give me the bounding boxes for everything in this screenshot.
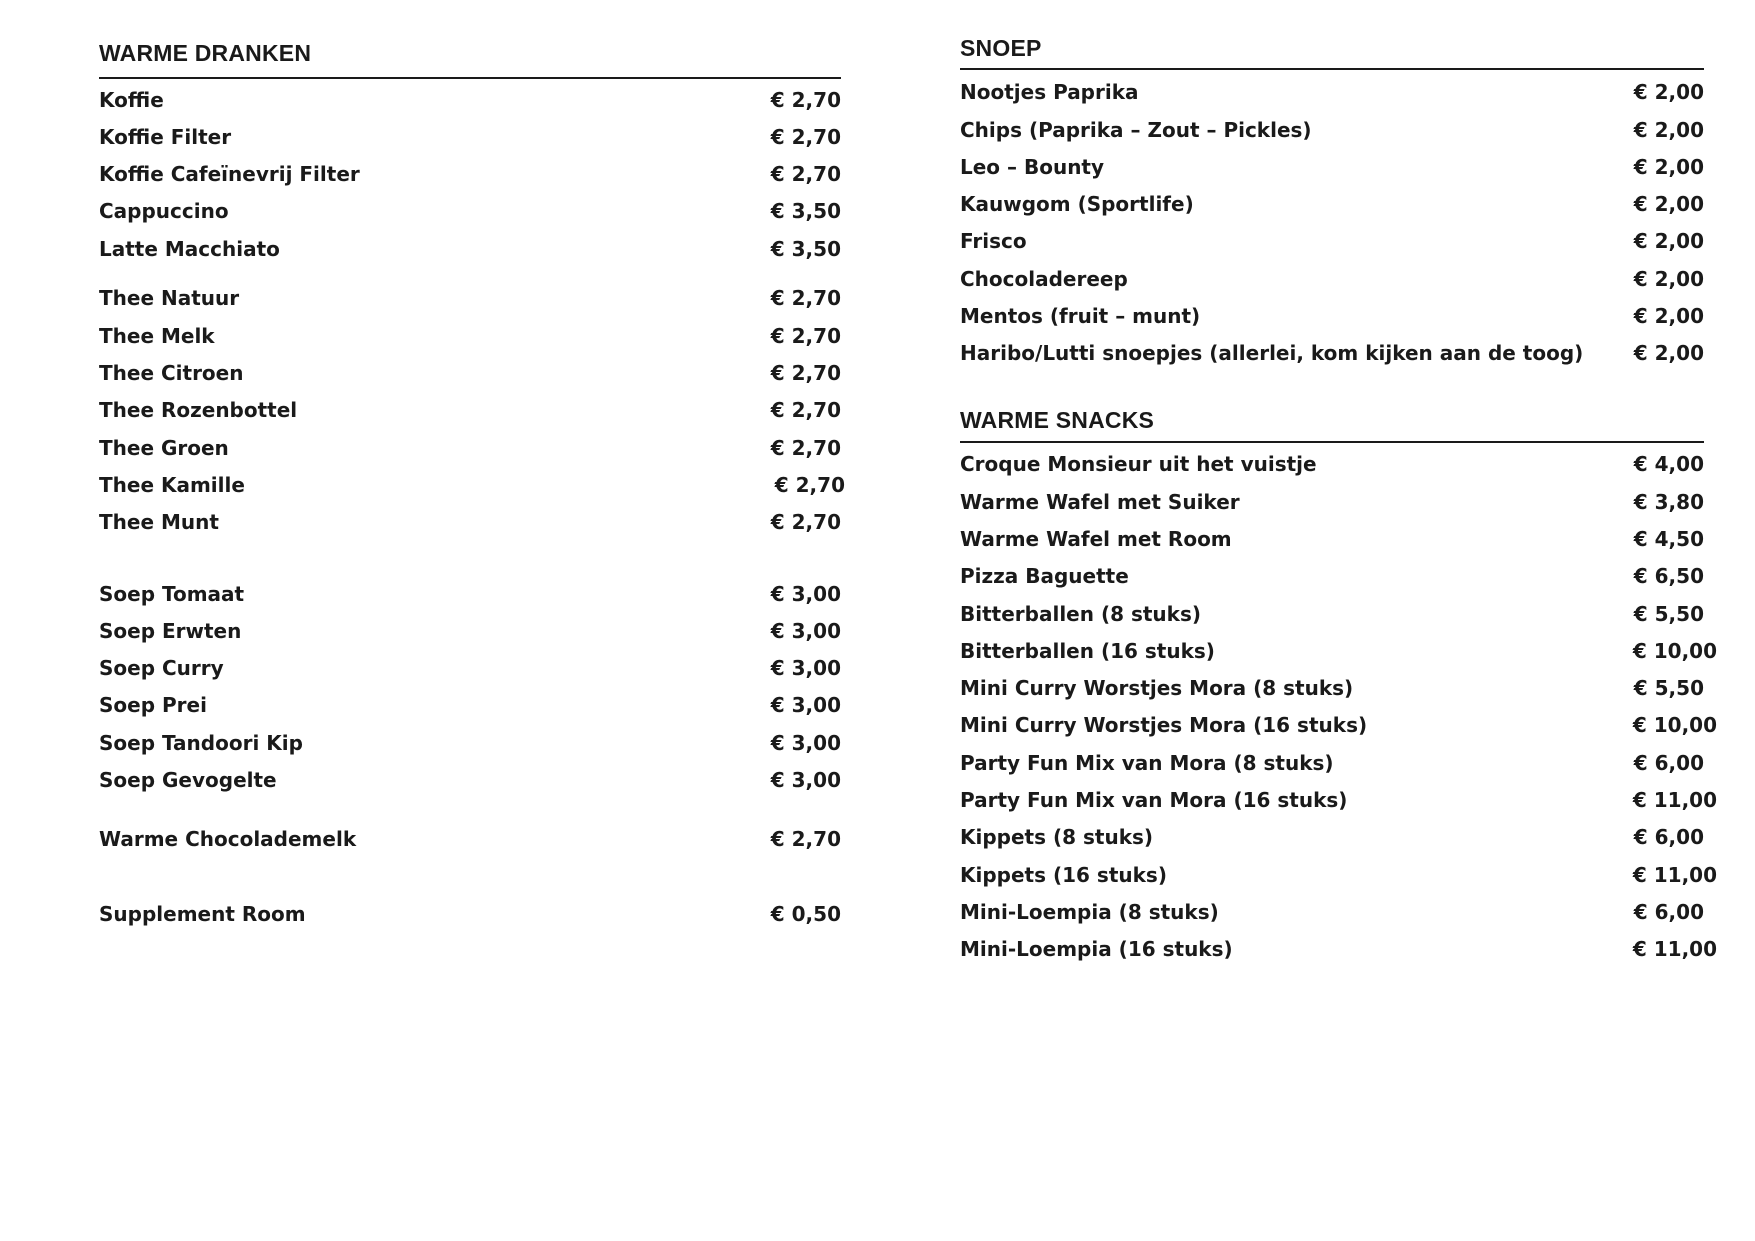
menu-item-name: Soep Tandoori Kip bbox=[99, 731, 303, 755]
menu-item-name: Nootjes Paprika bbox=[960, 80, 1139, 104]
menu-item-price: € 5,50 bbox=[1633, 602, 1704, 626]
menu-item-price: € 3,00 bbox=[770, 693, 841, 717]
menu-item-row bbox=[99, 617, 841, 645]
menu-item-price: € 3,00 bbox=[770, 582, 841, 606]
menu-item-row bbox=[99, 729, 841, 757]
menu-item-row bbox=[960, 227, 1704, 255]
menu-item-price: € 6,00 bbox=[1633, 751, 1704, 775]
menu-item-row bbox=[99, 160, 841, 188]
menu-item-name: Chocoladereep bbox=[960, 267, 1128, 291]
menu-item-price: € 10,00 bbox=[1632, 639, 1717, 663]
menu-item-price: € 2,00 bbox=[1633, 267, 1704, 291]
menu-item-row bbox=[960, 562, 1704, 590]
menu-item-price: € 6,00 bbox=[1633, 900, 1704, 924]
menu-item-row bbox=[960, 265, 1704, 293]
menu-item-name: Soep Gevogelte bbox=[99, 768, 277, 792]
menu-item-name: Supplement Room bbox=[99, 902, 306, 926]
menu-item-price: € 3,50 bbox=[770, 199, 841, 223]
menu-item-name: Koffie bbox=[99, 88, 164, 112]
menu-item-row bbox=[960, 190, 1704, 218]
menu-item-price: € 2,70 bbox=[770, 88, 841, 112]
menu-item-price: € 2,70 bbox=[770, 398, 841, 422]
menu-item-name: Soep Erwten bbox=[99, 619, 242, 643]
menu-item-price: € 0,50 bbox=[770, 902, 841, 926]
menu-item-name: Soep Curry bbox=[99, 656, 224, 680]
menu-item-row bbox=[99, 654, 841, 682]
menu-item-row bbox=[99, 123, 841, 151]
menu-item-name: Koffie Filter bbox=[99, 125, 232, 149]
menu-item-row bbox=[99, 900, 841, 928]
menu-item-name: Mentos (fruit – munt) bbox=[960, 304, 1201, 328]
menu-item-name: Koffie Cafeïnevrij Filter bbox=[99, 162, 360, 186]
menu-item-price: € 2,00 bbox=[1633, 192, 1704, 216]
menu-item-row bbox=[99, 471, 845, 499]
menu-item-price: € 3,80 bbox=[1633, 490, 1704, 514]
menu-item-name: Thee Kamille bbox=[99, 473, 245, 497]
menu-item-name: Cappuccino bbox=[99, 199, 229, 223]
menu-item-row bbox=[960, 450, 1704, 478]
menu-item-row bbox=[99, 322, 841, 350]
section-title-warme-snacks: WARME SNACKS bbox=[960, 407, 1155, 433]
menu-item-name: Thee Citroen bbox=[99, 361, 244, 385]
menu-item-name: Warme Wafel met Room bbox=[960, 527, 1232, 551]
menu-item-price: € 2,70 bbox=[770, 436, 841, 460]
menu-item-row bbox=[99, 766, 841, 794]
section-divider bbox=[960, 68, 1704, 70]
menu-item-name: Warme Wafel met Suiker bbox=[960, 490, 1240, 514]
menu-item-row bbox=[960, 488, 1704, 516]
menu-item-price: € 2,70 bbox=[770, 510, 841, 534]
menu-item-name: Warme Chocolademelk bbox=[99, 827, 357, 851]
menu-item-name: Kippets (16 stuks) bbox=[960, 863, 1167, 887]
menu-item-name: Croque Monsieur uit het vuistje bbox=[960, 452, 1317, 476]
menu-item-price: € 6,00 bbox=[1633, 825, 1704, 849]
menu-item-row bbox=[960, 525, 1704, 553]
menu-item-price: € 2,70 bbox=[774, 473, 845, 497]
menu-item-name: Thee Natuur bbox=[99, 286, 240, 310]
menu-item-name: Mini-Loempia (16 stuks) bbox=[960, 937, 1233, 961]
menu-item-price: € 6,50 bbox=[1633, 564, 1704, 588]
menu-item-name: Thee Rozenbottel bbox=[99, 398, 298, 422]
menu-item-price: € 11,00 bbox=[1632, 788, 1717, 812]
menu-item-name: Party Fun Mix van Mora (16 stuks) bbox=[960, 788, 1348, 812]
menu-item-row bbox=[99, 235, 841, 263]
menu-item-price: € 2,70 bbox=[770, 324, 841, 348]
menu-item-name: Latte Macchiato bbox=[99, 237, 280, 261]
menu-item-name: Thee Munt bbox=[99, 510, 219, 534]
menu-item-name: Leo – Bounty bbox=[960, 155, 1105, 179]
menu-item-row bbox=[99, 197, 841, 225]
menu-item-row bbox=[960, 600, 1704, 628]
menu-item-row bbox=[960, 898, 1704, 926]
menu-item-row bbox=[960, 823, 1704, 851]
menu-item-row bbox=[960, 637, 1717, 665]
section-title-warme-dranken: WARME DRANKEN bbox=[99, 40, 312, 66]
menu-item-price: € 3,50 bbox=[770, 237, 841, 261]
menu-item-name: Thee Melk bbox=[99, 324, 215, 348]
menu-item-name: Bitterballen (8 stuks) bbox=[960, 602, 1202, 626]
menu-item-row bbox=[99, 580, 841, 608]
menu-item-row bbox=[99, 359, 841, 387]
menu-item-row bbox=[960, 78, 1704, 106]
menu-item-name: Pizza Baguette bbox=[960, 564, 1129, 588]
section-divider bbox=[99, 77, 841, 79]
menu-item-name: Thee Groen bbox=[99, 436, 229, 460]
menu-item-row bbox=[99, 434, 841, 462]
menu-item-row bbox=[960, 302, 1704, 330]
menu-item-row bbox=[99, 86, 841, 114]
menu-item-price: € 3,00 bbox=[770, 656, 841, 680]
menu-item-price: € 4,50 bbox=[1633, 527, 1704, 551]
menu-item-price: € 2,70 bbox=[770, 162, 841, 186]
menu-item-price: € 2,70 bbox=[770, 827, 841, 851]
menu-item-price: € 2,70 bbox=[770, 125, 841, 149]
menu-item-row bbox=[960, 116, 1704, 144]
menu-item-name: Chips (Paprika – Zout – Pickles) bbox=[960, 118, 1312, 142]
menu-item-row bbox=[960, 935, 1717, 963]
menu-item-price: € 3,00 bbox=[770, 731, 841, 755]
menu-item-name: Soep Tomaat bbox=[99, 582, 245, 606]
menu-item-row bbox=[960, 153, 1704, 181]
section-divider bbox=[960, 441, 1704, 443]
menu-item-row bbox=[960, 861, 1717, 889]
menu-item-price: € 2,00 bbox=[1633, 118, 1704, 142]
menu-item-price: € 4,00 bbox=[1633, 452, 1704, 476]
menu-item-price: € 3,00 bbox=[770, 768, 841, 792]
menu-item-row bbox=[960, 674, 1704, 702]
menu-item-row bbox=[99, 691, 841, 719]
menu-item-price: € 3,00 bbox=[770, 619, 841, 643]
menu-item-row bbox=[960, 749, 1704, 777]
menu-item-price: € 2,00 bbox=[1633, 80, 1704, 104]
menu-item-row bbox=[99, 284, 841, 312]
menu-item-price: € 11,00 bbox=[1632, 863, 1717, 887]
menu-item-name: Mini Curry Worstjes Mora (8 stuks) bbox=[960, 676, 1354, 700]
menu-item-row bbox=[99, 396, 841, 424]
menu-item-name: Kauwgom (Sportlife) bbox=[960, 192, 1194, 216]
menu-item-price: € 2,00 bbox=[1633, 341, 1704, 365]
menu-item-price: € 11,00 bbox=[1632, 937, 1717, 961]
menu-item-price: € 2,70 bbox=[770, 286, 841, 310]
menu-item-name: Frisco bbox=[960, 229, 1027, 253]
menu-item-name: Mini Curry Worstjes Mora (16 stuks) bbox=[960, 713, 1368, 737]
menu-item-row bbox=[99, 825, 841, 853]
menu-item-name: Bitterballen (16 stuks) bbox=[960, 639, 1215, 663]
menu-item-price: € 10,00 bbox=[1632, 713, 1717, 737]
menu-item-row bbox=[99, 508, 841, 536]
menu-item-name: Kippets (8 stuks) bbox=[960, 825, 1154, 849]
menu-item-price: € 2,00 bbox=[1633, 229, 1704, 253]
menu-item-price: € 5,50 bbox=[1633, 676, 1704, 700]
menu-item-row bbox=[960, 786, 1717, 814]
menu-item-name: Soep Prei bbox=[99, 693, 207, 717]
menu-item-price: € 2,00 bbox=[1633, 155, 1704, 179]
menu-item-row bbox=[960, 339, 1704, 367]
section-title-snoep: SNOEP bbox=[960, 35, 1042, 61]
menu-item-name: Haribo/Lutti snoepjes (allerlei, kom kijken aan de toog) bbox=[960, 341, 1584, 365]
menu-item-name: Mini-Loempia (8 stuks) bbox=[960, 900, 1219, 924]
menu-item-name: Party Fun Mix van Mora (8 stuks) bbox=[960, 751, 1334, 775]
menu-item-price: € 2,70 bbox=[770, 361, 841, 385]
menu-item-price: € 2,00 bbox=[1633, 304, 1704, 328]
menu-item-row bbox=[960, 711, 1717, 739]
